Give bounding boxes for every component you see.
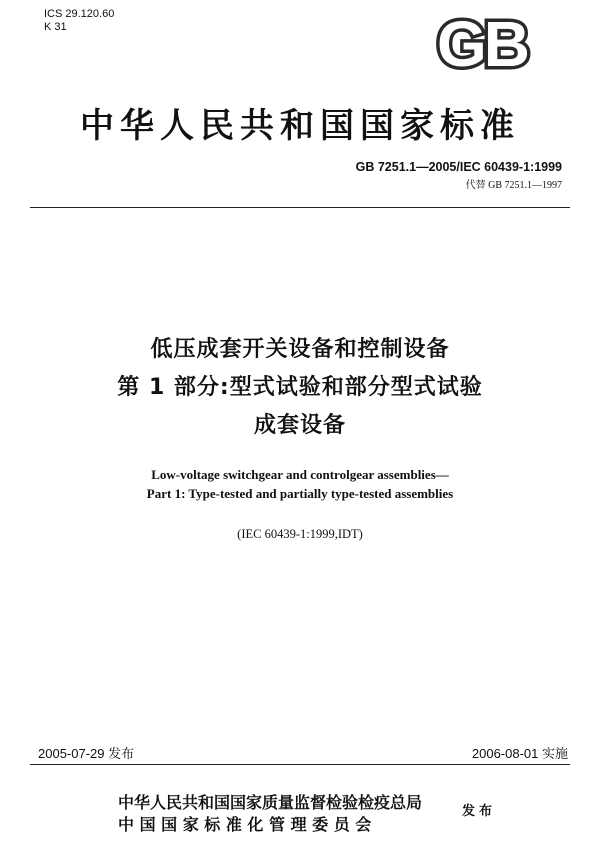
- title-en-line1: Low-voltage switchgear and controlgear assemblies—: [151, 467, 449, 482]
- replaces-note: 代替 GB 7251.1—1997: [465, 180, 562, 191]
- implement-date: 2006-08-01 实施: [471, 746, 568, 761]
- publish-label: 发布: [462, 804, 497, 819]
- title-cn-line2: 第 1 部分:型式试验和部分型式试验: [117, 375, 483, 400]
- ccs-code: K 31: [44, 21, 67, 33]
- ics-code: ICS 29.120.60: [44, 8, 115, 20]
- title-cn-line3: 成套设备: [253, 413, 346, 438]
- title-cn-line1: 低压成套开关设备和控制设备: [150, 337, 450, 362]
- issuer-sac: 中 国 国 家 标 准 化 管 理 委 员 会: [118, 815, 372, 834]
- footer-divider: [30, 764, 570, 765]
- gb-logo: [418, 12, 546, 72]
- country-title: 中华人民共和国国家标准: [80, 106, 520, 146]
- standard-number: GB 7251.1—2005/IEC 60439-1:1999: [355, 160, 562, 174]
- header-divider: [30, 207, 570, 208]
- gb-logo-text: GB: [437, 12, 527, 72]
- issue-date: 2005-07-29 发布: [38, 746, 135, 761]
- issuer-aqsiq: 中华人民共和国国家质量监督检验检疫总局: [118, 793, 423, 812]
- title-en-line2: Part 1: Type-tested and partially type-tested assemblies: [146, 486, 454, 501]
- classification-codes: [44, 8, 114, 34]
- adoption-note: (IEC 60439-1:1999,IDT): [237, 527, 363, 541]
